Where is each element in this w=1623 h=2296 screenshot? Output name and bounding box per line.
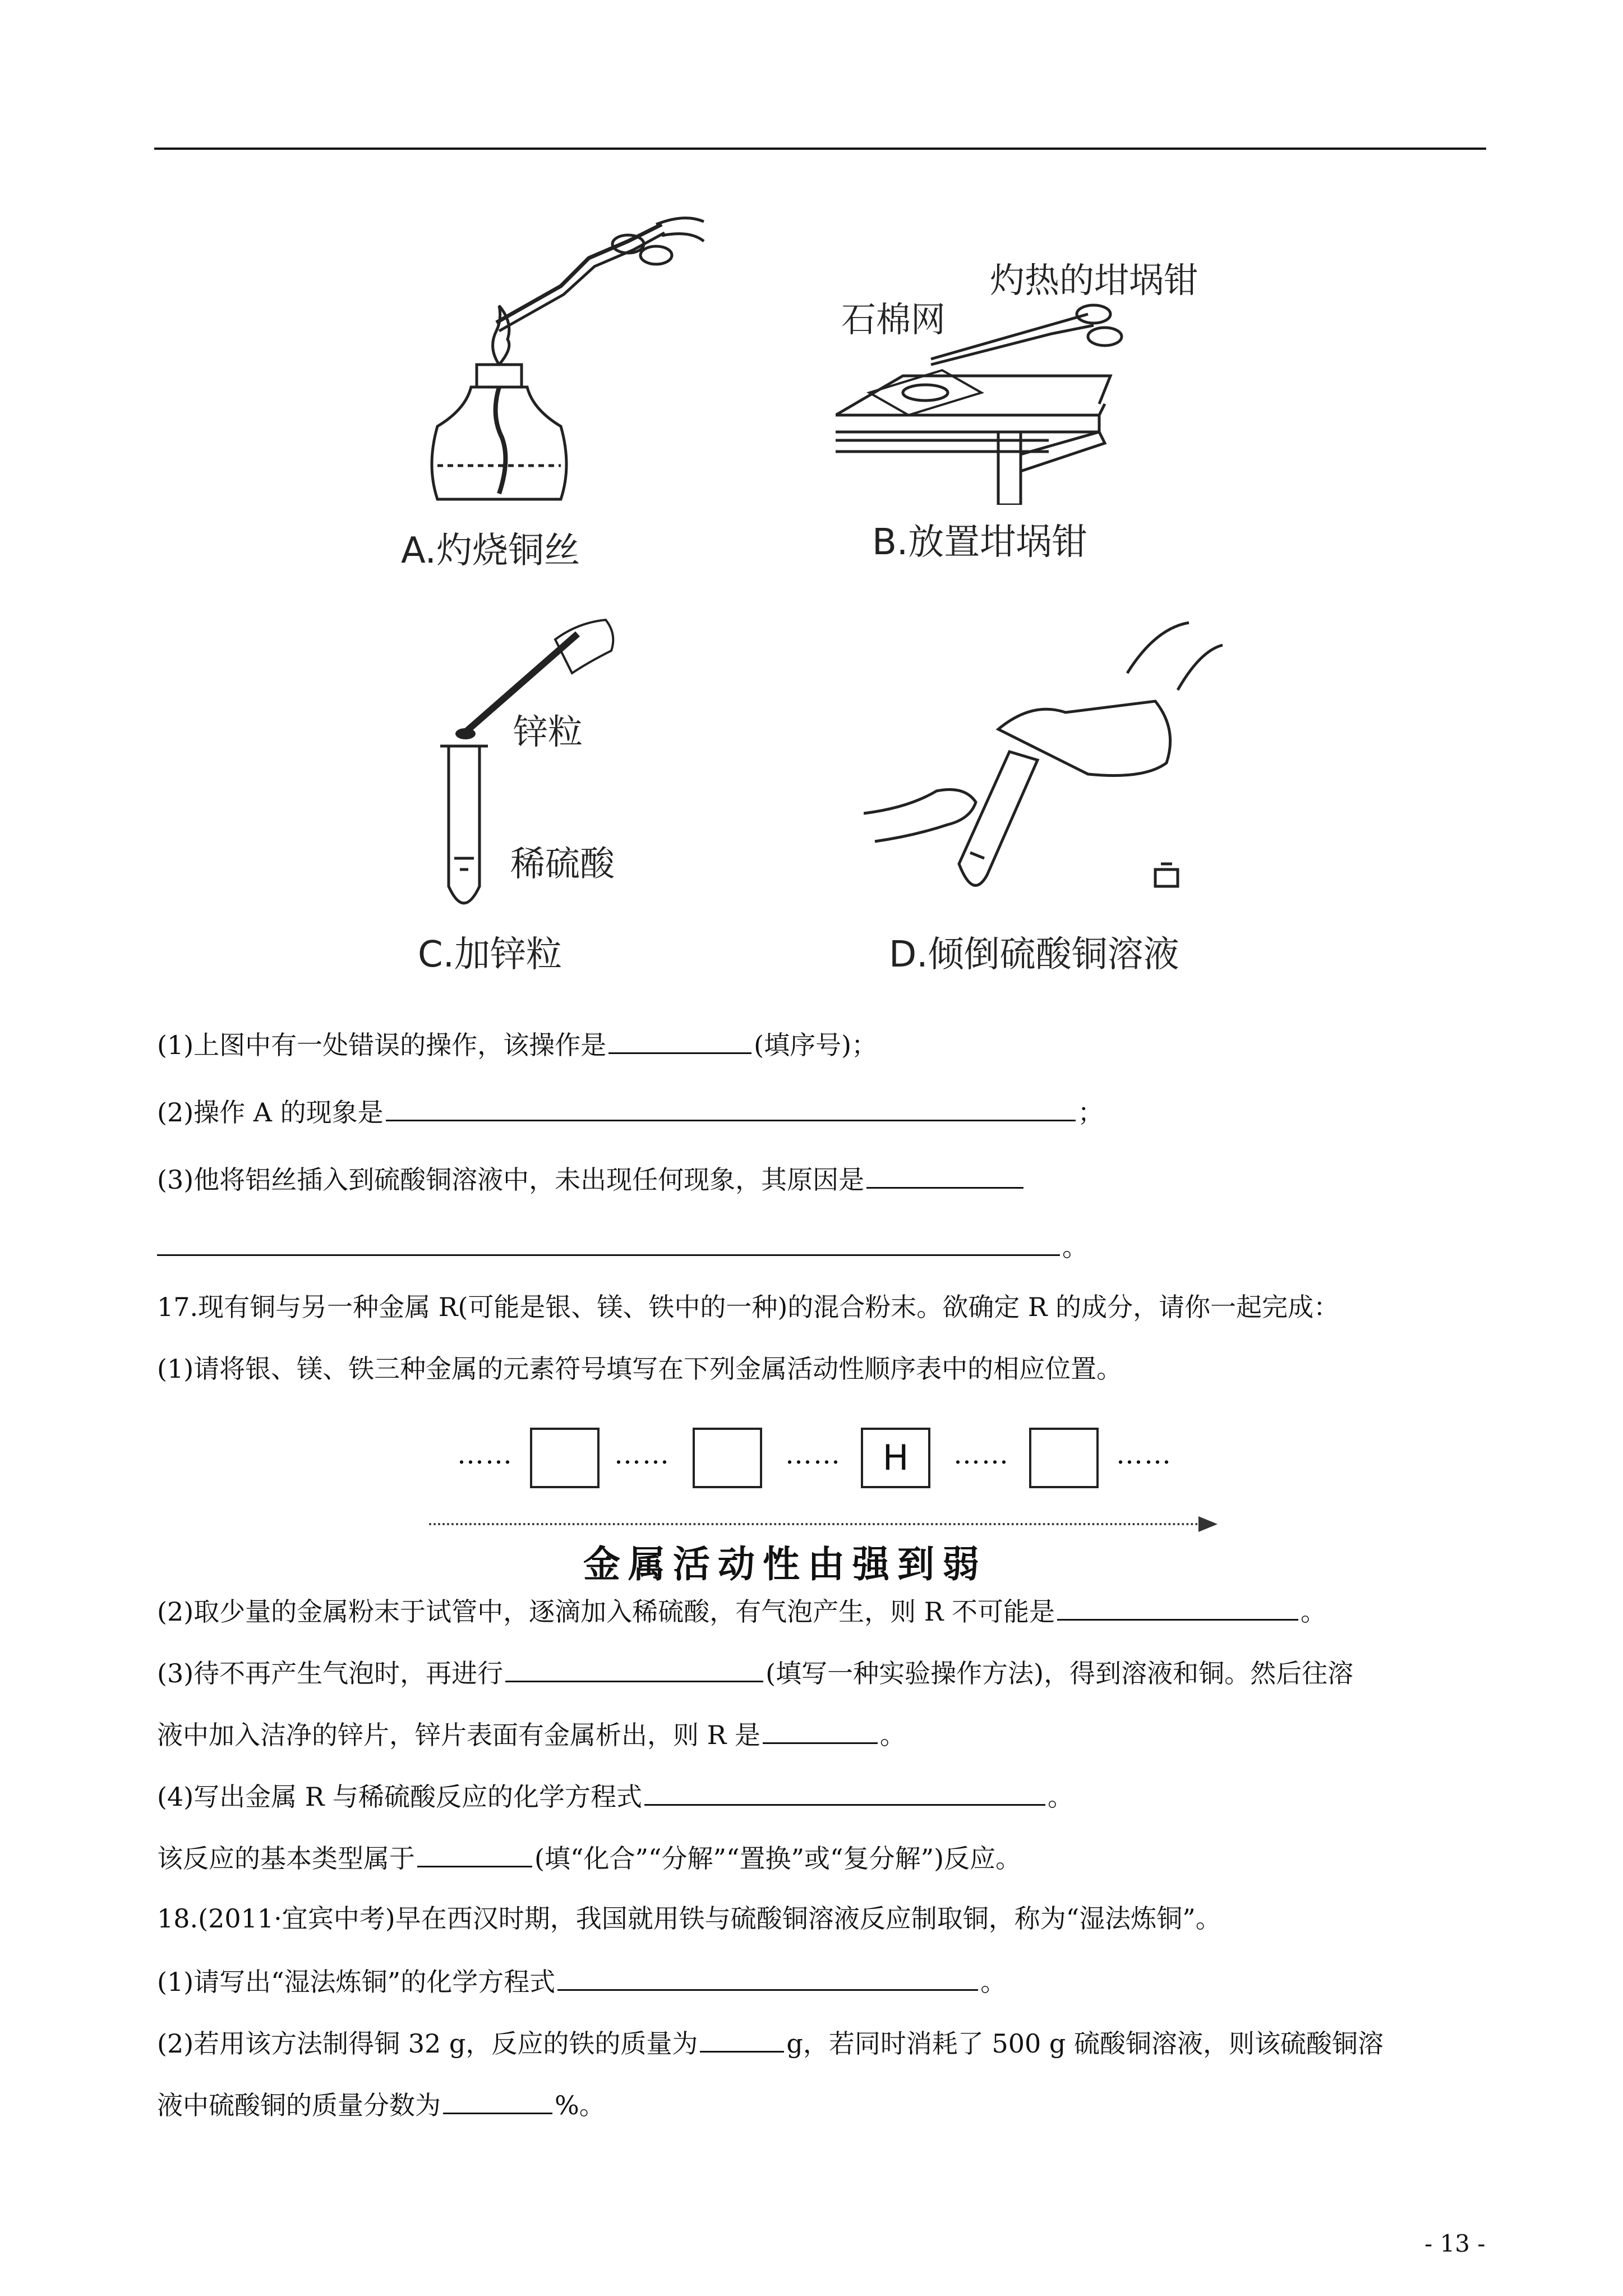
figure-c-label-zinc: 锌粒 bbox=[513, 711, 583, 752]
q16-part3-cont bbox=[157, 1228, 1088, 1264]
q16-part1-text: (1)上图中有一处错误的操作，该操作是 bbox=[157, 1030, 607, 1060]
q17-part2-text: (2)取少量的金属粉末于试管中，逐滴加入稀硫酸，有气泡产生，则 R 不可能是 bbox=[157, 1596, 1055, 1627]
q17-part3-mid: (填写一种实验操作方法)，得到溶液和铜。然后往溶 bbox=[766, 1658, 1354, 1688]
q18-part2-text: (2)若用该方法制得铜 32 g，反应的铁的质量为 bbox=[157, 2028, 698, 2059]
q17-part2-blank[interactable] bbox=[1057, 1593, 1298, 1621]
activity-series-diagram bbox=[429, 1428, 1214, 1586]
q17-part3-blank-b[interactable] bbox=[763, 1717, 878, 1744]
figure-c-label-acid: 稀硫酸 bbox=[510, 843, 615, 884]
figure-b-label-tongs: 灼热的坩埚钳 bbox=[990, 260, 1199, 301]
header-rule bbox=[154, 148, 1486, 150]
q16-part1 bbox=[157, 1027, 877, 1062]
q18-part2 bbox=[157, 2025, 1384, 2060]
q16-part3-blank-b[interactable] bbox=[157, 1228, 1060, 1256]
q16-part2-end: ； bbox=[1077, 1097, 1104, 1128]
q17-part4-blank[interactable] bbox=[644, 1778, 1045, 1806]
series-box-hydrogen: H bbox=[861, 1428, 930, 1488]
q17-part3-text: (3)待不再产生气泡时，再进行 bbox=[157, 1658, 504, 1688]
q18-part2-mid: g，若同时消耗了 500 g 硫酸铜溶液，则该硫酸铜溶 bbox=[786, 2028, 1384, 2059]
q18-part2-blank-b[interactable] bbox=[443, 2087, 552, 2114]
figure-b-label-net: 石棉网 bbox=[841, 299, 946, 340]
page-number: - 13 - bbox=[1424, 2230, 1486, 2257]
q16-part1-blank[interactable] bbox=[608, 1027, 751, 1054]
series-dots-1: …… bbox=[457, 1439, 513, 1470]
q17-part4b-end: (填“化合”“分解”“置换”或“复分解”)反应。 bbox=[534, 1843, 1022, 1874]
q18-part2-cont-text: 液中硫酸铜的质量分数为 bbox=[157, 2090, 441, 2120]
series-dots-2: …… bbox=[614, 1439, 670, 1470]
q17-part4b-text: 该反应的基本类型属于 bbox=[157, 1843, 415, 1874]
series-box-1[interactable] bbox=[530, 1428, 600, 1488]
q17-part3-cont-text: 液中加入洁净的锌片，锌片表面有金属析出，则 R 是 bbox=[157, 1720, 760, 1750]
q17-part4b bbox=[157, 1840, 1021, 1875]
q16-part3 bbox=[157, 1161, 1026, 1197]
q16-part3-end: 。 bbox=[1062, 1232, 1088, 1262]
q18-part1-text: (1)请写出“湿法炼铜”的化学方程式 bbox=[157, 1967, 556, 1997]
q16-part1-end: (填序号)； bbox=[754, 1030, 878, 1060]
q17-part4 bbox=[157, 1778, 1073, 1814]
q18-part1 bbox=[157, 1963, 1006, 1999]
series-box-3[interactable] bbox=[1029, 1428, 1099, 1488]
q16-part3-blank-a[interactable] bbox=[866, 1161, 1023, 1189]
q17-part1: (1)请将银、镁、铁三种金属的元素符号填写在下列金属活动性顺序表中的相应位置。 bbox=[157, 1354, 1123, 1384]
q17-stem: 17.现有铜与另一种金属 R(可能是银、镁、铁中的一种)的混合粉末。欲确定 R 的成分，请你一起完成： bbox=[157, 1292, 1340, 1322]
q16-part2 bbox=[157, 1094, 1104, 1129]
series-dots-5: …… bbox=[1116, 1439, 1172, 1470]
q17-part3-cont bbox=[157, 1717, 906, 1752]
figure-c-caption: C.加锌粒 bbox=[418, 934, 562, 976]
q17-part4-end: 。 bbox=[1048, 1782, 1074, 1812]
q18-part2-cont bbox=[157, 2087, 605, 2122]
figure-b-caption: B.放置坩埚钳 bbox=[872, 522, 1088, 563]
q17-part3-blank-a[interactable] bbox=[505, 1655, 763, 1682]
q17-part4-text: (4)写出金属 R 与稀硫酸反应的化学方程式 bbox=[157, 1782, 643, 1812]
q17-part3 bbox=[157, 1655, 1353, 1690]
figure-a-caption: A.灼烧铜丝 bbox=[401, 530, 580, 572]
q18-part1-end: 。 bbox=[980, 1967, 1007, 1997]
figure-d-pouring-copper-sulfate bbox=[864, 617, 1228, 931]
q17-part3-end: 。 bbox=[879, 1720, 906, 1750]
q18-part1-blank[interactable] bbox=[557, 1963, 978, 1991]
q16-part2-text: (2)操作 A 的现象是 bbox=[157, 1097, 384, 1128]
series-box-2[interactable] bbox=[693, 1428, 762, 1488]
q18-part2-end: %。 bbox=[555, 2090, 605, 2120]
q18-stem: 18.(2011·宜宾中考)早在西汉时期，我国就用铁与硫酸铜溶液反应制取铜，称为“湿法炼铜”。 bbox=[157, 1903, 1221, 1934]
q17-part4b-blank[interactable] bbox=[417, 1840, 532, 1867]
series-arrow-label: 金属活动性由强到弱 bbox=[583, 1543, 987, 1586]
q17-part2 bbox=[157, 1593, 1326, 1628]
q17-part2-end: 。 bbox=[1301, 1596, 1327, 1627]
q18-part2-blank-a[interactable] bbox=[700, 2025, 784, 2053]
series-dots-4: …… bbox=[953, 1439, 1009, 1470]
q16-part2-blank[interactable] bbox=[386, 1094, 1076, 1121]
q16-part3-text: (3)他将铝丝插入到硫酸铜溶液中，未出现任何现象，其原因是 bbox=[157, 1165, 865, 1195]
figure-d-caption: D.倾倒硫酸铜溶液 bbox=[889, 934, 1179, 976]
figure-a-burning-copper-wire bbox=[393, 202, 707, 516]
series-arrow-head bbox=[1198, 1516, 1218, 1532]
series-arrow-line bbox=[429, 1523, 1203, 1525]
figure-b-tongs bbox=[920, 292, 1133, 381]
series-dots-3: …… bbox=[785, 1439, 841, 1470]
